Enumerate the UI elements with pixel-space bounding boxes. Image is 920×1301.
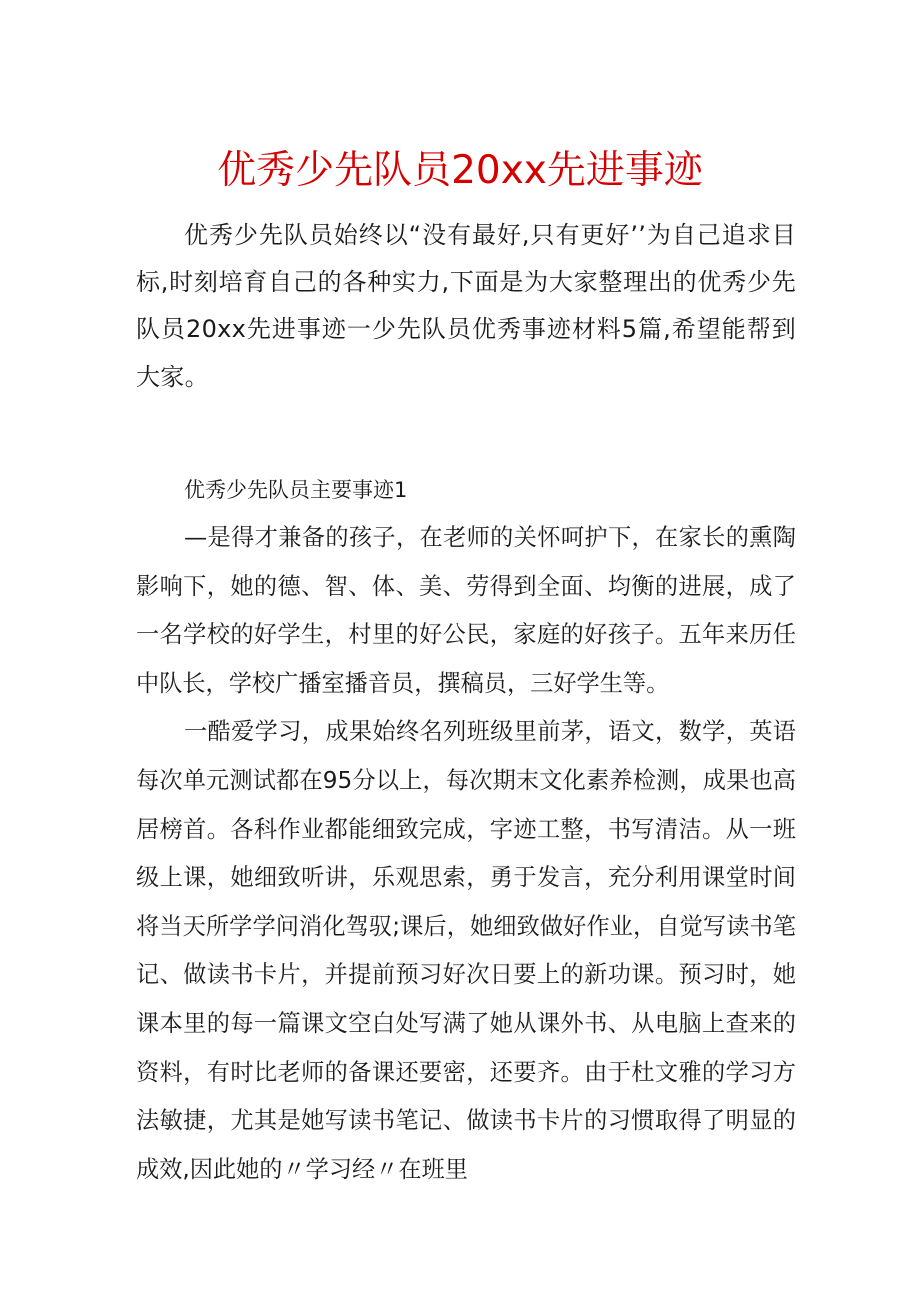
body-paragraph-2: 一酷爱学习，成果始终名列班级里前茅，语文，数学，英语每次单元测试都在95分以上，每次期末文化素养检测，成果也高居榜首。各科作业都能细致完成，字迹工整，书写清洁。从一班级上课，她细致听讲，乐观思索，勇于发言，充分利用课堂时间将当天所学学问消化驾驭;课后，她细致做好作业，自觉写读书笔记、做读书卡片，并提前预习好次日要上的新功课。预习时，她课本里的每一篇课文空白处写满了她从课外书、从电脑上查来的资料，有时比老师的备课还要密，还要齐。由于杜文雅的学习方法敏捷，尤其是她写读书笔记、做读书卡片的习惯取得了明显的成效,因此她的〃学习经〃在班里 bbox=[136, 718, 796, 1183]
document-title: 优秀少先队员20xx先进事迹 bbox=[217, 148, 703, 193]
section-spacer bbox=[136, 401, 796, 467]
document-body bbox=[136, 212, 796, 1194]
section-heading: 优秀少先队员主要事迹1 bbox=[184, 477, 408, 502]
intro-paragraph: 优秀少先队员始终以“没有最好,只有更好’’为自己追求目标,时刻培育自己的各种实力,下面是为大家整理出的优秀少先队员20xx先进事迹一少先队员优秀事迹材料5篇,希望能帮到大家。 bbox=[136, 221, 796, 391]
body-paragraph-1: —是得才兼备的孩子，在老师的关怀呵护下，在家长的熏陶影响下，她的德、智、体、美、劳得到全面、均衡的进展，成了一名学校的好学生，村里的好公民，家庭的好孩子。五年来历任中队长，学校广播室播音员，撰稿员，三好学生等。 bbox=[136, 524, 796, 697]
